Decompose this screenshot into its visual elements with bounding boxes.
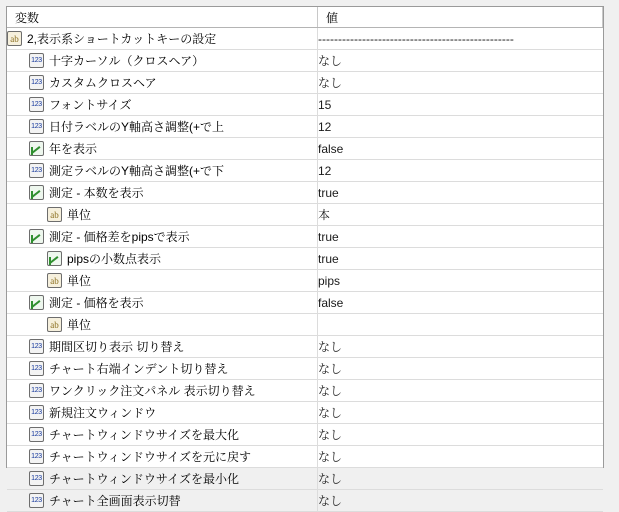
variable-cell-content [7,94,317,115]
value-cell[interactable]: なし [318,336,603,358]
variable-cell-content [7,292,317,313]
value-cell[interactable]: false [318,292,603,314]
number-icon [29,97,44,112]
table-row[interactable] [7,248,603,270]
variable-cell-content [7,380,317,401]
table-row[interactable] [7,336,603,358]
table-row[interactable] [7,226,603,248]
variable-cell[interactable] [7,94,318,116]
variable-cell-content [7,28,317,49]
variable-label: チャート全画面表示切替 [49,494,181,508]
number-icon [29,471,44,486]
variable-cell-content [7,116,317,137]
variable-cell[interactable] [7,336,318,358]
column-header-variable[interactable]: 変数 [7,7,318,28]
boolean-icon [29,141,44,156]
table-row[interactable] [7,380,603,402]
table-row[interactable] [7,490,603,512]
table-body [7,28,603,512]
variable-cell-content [7,204,317,225]
variable-label: 測定ラベルのY軸高さ調整(+で下 [49,164,225,178]
table-row[interactable] [7,50,603,72]
variable-label: 測定 - 価格差をpipsで表示 [49,230,190,244]
number-icon [29,119,44,134]
number-icon [29,361,44,376]
table-header-row [7,7,603,28]
variable-cell[interactable] [7,28,318,50]
value-cell[interactable]: なし [318,358,603,380]
table-row[interactable] [7,358,603,380]
table-row[interactable] [7,72,603,94]
variable-label: 単位 [67,274,92,288]
variable-label: 年を表示 [49,142,98,156]
variable-label: 単位 [67,318,92,332]
variable-cell[interactable] [7,446,318,468]
table-row[interactable] [7,446,603,468]
number-icon [29,339,44,354]
value-cell[interactable]: true [318,226,603,248]
variable-cell[interactable] [7,292,318,314]
variable-cell-content [7,72,317,93]
value-cell[interactable]: false [318,138,603,160]
value-cell[interactable]: なし [318,380,603,402]
table-header [7,7,603,28]
variable-label: フォントサイズ [49,98,132,112]
value-cell[interactable]: なし [318,50,603,72]
table-row[interactable] [7,204,603,226]
value-cell[interactable] [318,314,603,336]
variable-label: チャートウィンドウサイズを元に戻す [49,450,251,464]
value-cell[interactable]: true [318,248,603,270]
value-cell[interactable]: pips [318,270,603,292]
number-icon [29,75,44,90]
value-cell[interactable]: なし [318,446,603,468]
variable-label: 測定 - 価格を表示 [49,296,144,310]
variable-cell-content [7,248,317,269]
variable-cell[interactable] [7,248,318,270]
table-row[interactable] [7,402,603,424]
boolean-icon [29,295,44,310]
inputs-table [7,7,603,512]
ab-icon [47,207,62,222]
table-row[interactable] [7,182,603,204]
ab-icon [47,273,62,288]
number-icon [29,427,44,442]
table-row[interactable] [7,270,603,292]
table-row[interactable] [7,94,603,116]
variable-cell[interactable] [7,50,318,72]
variable-cell-content [7,446,317,467]
properties-panel [6,6,604,508]
variable-cell-content [7,50,317,71]
variable-cell[interactable] [7,358,318,380]
table-row[interactable] [7,138,603,160]
variable-label: 2,表示系ショートカットキーの設定 [27,32,217,46]
variable-cell[interactable] [7,204,318,226]
number-icon [29,163,44,178]
variable-cell-content [7,314,317,335]
variable-cell[interactable] [7,182,318,204]
variable-cell-content [7,424,317,445]
number-icon [29,383,44,398]
variable-cell[interactable] [7,270,318,292]
table-row[interactable] [7,292,603,314]
variable-cell[interactable] [7,468,318,490]
variable-cell-content [7,160,317,181]
table-row[interactable] [7,314,603,336]
variable-cell-content [7,270,317,291]
table-row[interactable] [7,116,603,138]
table-row[interactable] [7,160,603,182]
variable-label: 新規注文ウィンドウ [49,406,157,420]
value-cell[interactable]: true [318,182,603,204]
variable-label: ワンクリック注文パネル 表示切り替え [49,384,256,398]
value-cell[interactable]: 本 [318,204,603,226]
ab-icon [47,317,62,332]
variable-cell[interactable] [7,424,318,446]
variable-label: チャートウィンドウサイズを最大化 [49,428,239,442]
value-cell[interactable]: 12 [318,116,603,138]
number-icon [29,405,44,420]
variable-cell[interactable] [7,138,318,160]
table-row[interactable] [7,424,603,446]
variable-label: チャートウィンドウサイズを最小化 [49,472,239,486]
value-cell[interactable]: なし [318,72,603,94]
number-icon [29,53,44,68]
variable-cell-content [7,490,317,511]
number-icon [29,449,44,464]
variable-cell[interactable] [7,380,318,402]
table-row[interactable] [7,28,603,50]
variable-label: カスタムクロスヘア [49,76,157,90]
number-icon [29,493,44,508]
variable-cell-content [7,138,317,159]
variable-cell-content [7,336,317,357]
variable-cell-content [7,468,317,489]
variable-label: 十字カーソル（クロスヘア） [49,54,205,68]
variable-cell-content [7,182,317,203]
value-cell[interactable]: なし [318,490,603,512]
variable-label: 期間区切り表示 切り替え [49,340,185,354]
value-cell[interactable]: 12 [318,160,603,182]
variable-cell[interactable] [7,72,318,94]
table-row[interactable] [7,468,603,490]
variable-cell[interactable] [7,402,318,424]
variable-cell[interactable] [7,160,318,182]
boolean-icon [29,229,44,244]
variable-label: 単位 [67,208,92,222]
value-cell[interactable]: なし [318,468,603,490]
variable-cell-content [7,358,317,379]
variable-cell[interactable] [7,226,318,248]
boolean-icon [29,185,44,200]
column-header-value[interactable]: 値 [318,7,603,28]
value-cell[interactable]: ------------------------------------------------- [318,28,603,50]
variable-label: 測定 - 本数を表示 [49,186,144,200]
variable-cell-content [7,402,317,423]
value-cell[interactable]: なし [318,402,603,424]
ab-icon [7,31,22,46]
variable-cell-content [7,226,317,247]
variable-label: pipsの小数点表示 [67,252,162,266]
variable-cell[interactable] [7,314,318,336]
boolean-icon [47,251,62,266]
variable-cell[interactable] [7,116,318,138]
variable-label: 日付ラベルのY軸高さ調整(+で上 [49,120,225,134]
variable-cell[interactable] [7,490,318,512]
variable-label: チャート右端インデント切り替え [49,362,229,376]
value-cell[interactable]: 15 [318,94,603,116]
value-cell[interactable]: なし [318,424,603,446]
